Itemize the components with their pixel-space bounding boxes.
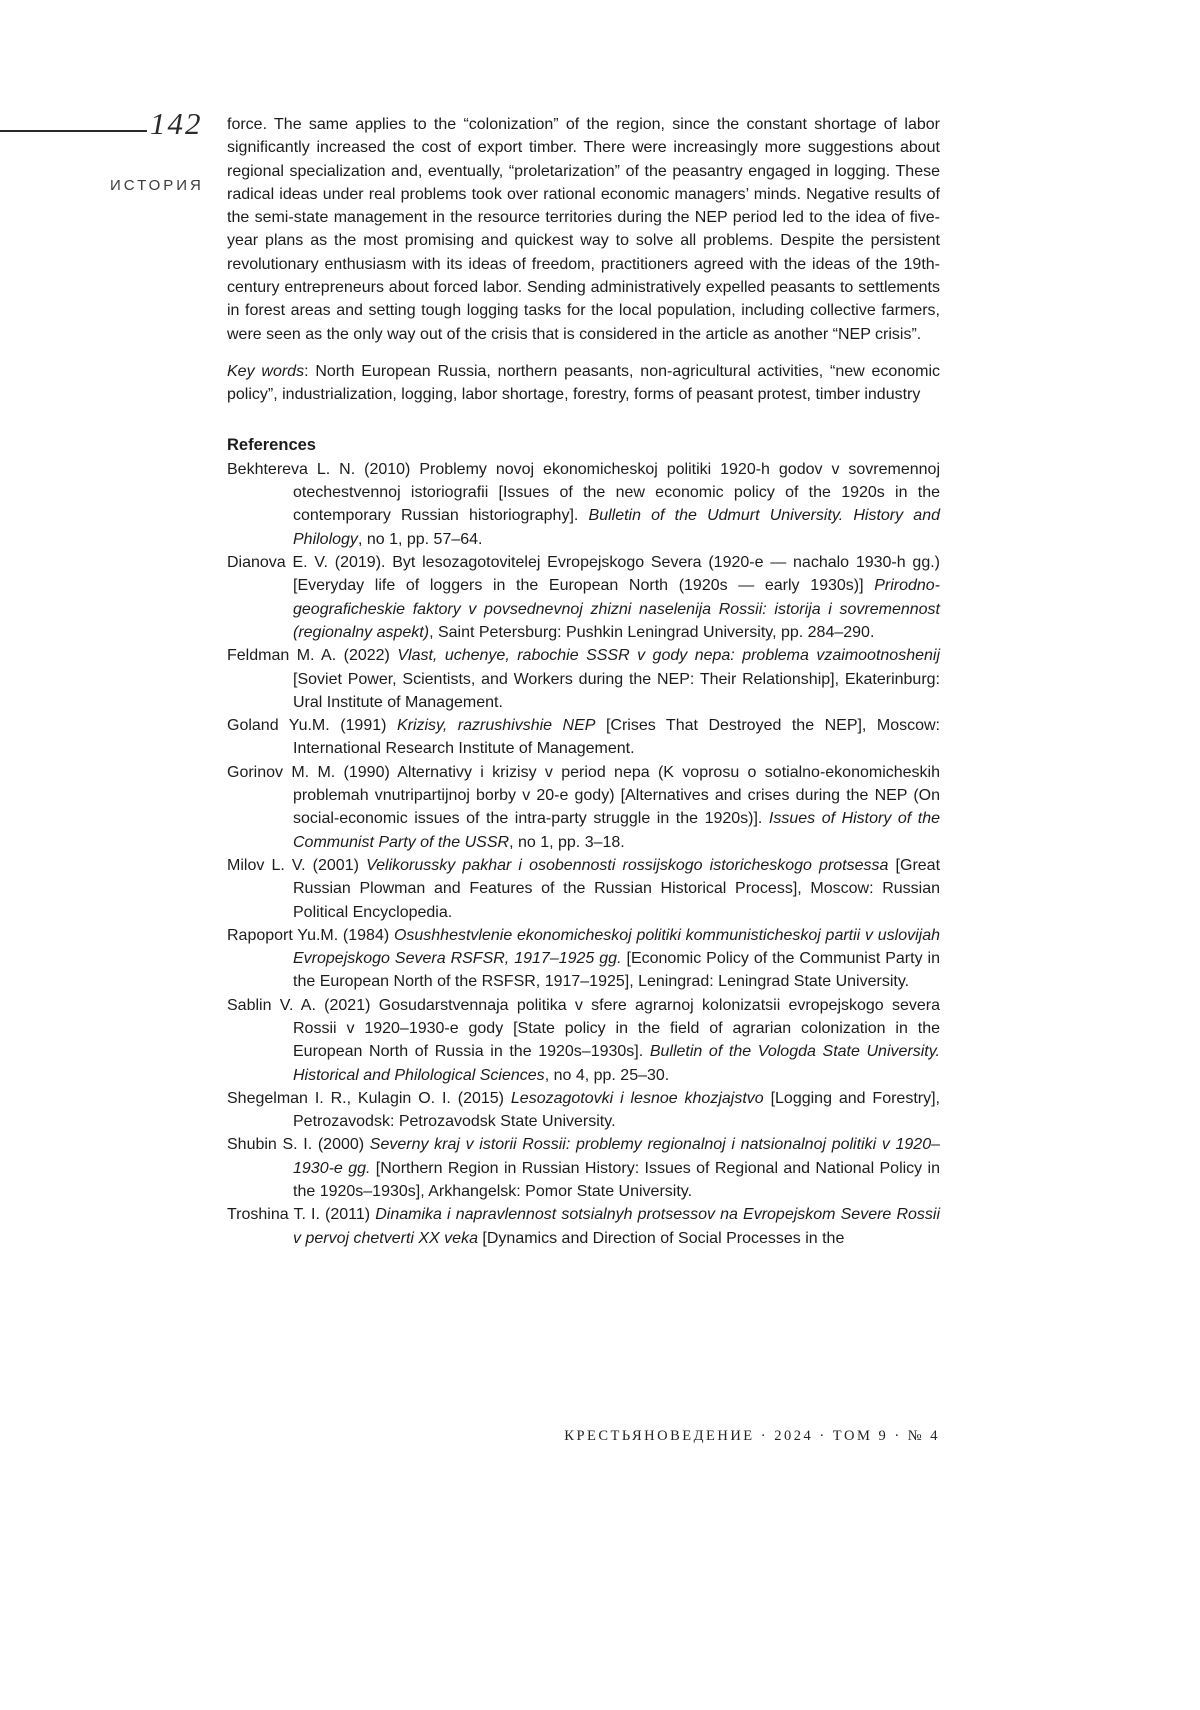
- reference-entry: Feldman M. A. (2022) Vlast, uchenye, rabochie SSSR v gody nepa: problema vzaimootnoshenij [Soviet Power, Scientists, and Workers during the NEP: Their Relationship], Ekaterinburg: Ural Institute of Management.: [227, 647, 940, 711]
- reference-entry: Milov L. V. (2001) Velikorussky pakhar i osobennosti rossijskogo istoricheskogo protsessa [Great Russian Plowman and Features of the Russian Historical Process], Moscow: Russian Political Encyclopedia.: [227, 856, 941, 921]
- keywords-label: Key words: [227, 362, 305, 380]
- section-label: ИСТОРИЯ: [110, 177, 204, 194]
- reference-entry: Goland Yu.M. (1991) Krizisy, razrushivshie NEP [Crises That Destroyed the NEP], Moscow: International Research Institute of Management.: [227, 717, 940, 758]
- references-heading: References: [227, 435, 316, 454]
- references-list: [227, 458, 940, 1250]
- margin-rule: [0, 130, 147, 132]
- reference-entry: Sablin V. A. (2021) Gosudarstvennaja politika v sfere agrarnoj kolonizatsii evropejskogo severa Rossii v 1920–1930-e gody [State policy in the field of agrarian colonization in the European North of Russia in the 1920s–1930s]. Bulletin of the Vologda State University. Historical and Philological Sciences, no 4, pp. 25–30.: [227, 996, 940, 1084]
- content-column: [227, 113, 940, 1250]
- reference-entry: Bekhtereva L. N. (2010) Problemy novoj ekonomicheskoj politiki 1920-h godov v sovremennoj otechestvennoj istoriografii [Issues of the new economic policy of the 1920s in the contemporary Russian historiography]. Bulletin of the Udmurt University. History and Philology, no 1, pp. 57–64.: [227, 460, 940, 548]
- keywords-paragraph: [227, 360, 940, 407]
- abstract-text: force. The same applies to the “colonization” of the region, since the constant shortage of labor significantly increased the cost of export timber. There were increasingly more suggestions about regional specialization and, eventually, “proletarization” of the peasantry engaged in logging. These radical ideas under real problems took over rational economic managers’ minds. Negative results of the semi-state management in the resource territories during the NEP period led to the idea of five-year plans as the most promising and quickest way to solve all problems. Despite the persistent revolutionary enthusiasm with its ideas of freedom, practitioners agreed with the ideas of the 19th-century entrepreneurs about forced labor. Sending administratively expelled peasants to settlements in forest areas and setting tough logging tasks for the local population, including collective farmers, were seen as the only way out of the crisis that is considered in the article as another “NEP crisis”.: [227, 116, 940, 343]
- reference-entry: Shegelman I. R., Kulagin O. I. (2015) Lesozagotovki i lesnoe khozjajstvo [Logging and Forestry], Petrozavodsk: Petrozavodsk State University.: [227, 1089, 940, 1131]
- reference-entry: Rapoport Yu.M. (1984) Osushhestvlenie ekonomicheskoj politiki kommunisticheskoj partii v uslovijah Evropejskogo Severa RSFSR, 1917–1925 gg. [Economic Policy of the Communist Party in the European North of the RSFSR, 1917–1925], Leningrad: Leningrad State University.: [227, 926, 941, 991]
- journal-footer: КРЕСТЬЯНОВЕДЕНИЕ · 2024 · ТОМ 9 · № 4: [564, 1428, 940, 1444]
- reference-entry: Dianova E. V. (2019). Byt lesozagotovitelej Evropejskogo Severa (1920-e — nachalo 1930-h gg.) [Everyday life of loggers in the European North (1920s — early 1930s)] Prirodno-geograficheskie faktory v povsednevnoj zhizni naselenija Rossii: istorija i sovremennost (regionalny aspekt), Saint Petersburg: Pushkin Leningrad University, pp. 284–290.: [227, 554, 940, 641]
- reference-entry: Gorinov M. M. (1990) Alternativy i krizisy v period nepa (K voprosu o sotialno-ekonomicheskih problemah vnutripartijnoj borby v 20-e gody) [Alternatives and crises during the NEP (On social-economic issues of the intra-party struggle in the 1920s)]. Issues of History of the Communist Party of the USSR, no 1, pp. 3–18.: [227, 763, 941, 851]
- keywords-text: : North European Russia, northern peasants, non-agricultural activities, “new economic policy”, industrialization, logging, labor shortage, forestry, forms of peasant protest, timber industry: [227, 362, 940, 404]
- reference-entry: Troshina T. I. (2011) Dinamika i napravlennost sotsialnyh protsessov na Evropejskom Severe Rossii v pervoj chetverti XX veka [Dynamics and Direction of Social Processes in the: [227, 1206, 941, 1247]
- reference-entry: Shubin S. I. (2000) Severny kraj v istorii Rossii: problemy regionalnoj i natsionalnoj politiki v 1920–1930-e gg. [Northern Region in Russian History: Issues of Regional and National Policy in the 1920s–1930s], Arkhangelsk: Pomor State University.: [227, 1136, 941, 1201]
- page-number: 142: [150, 106, 203, 141]
